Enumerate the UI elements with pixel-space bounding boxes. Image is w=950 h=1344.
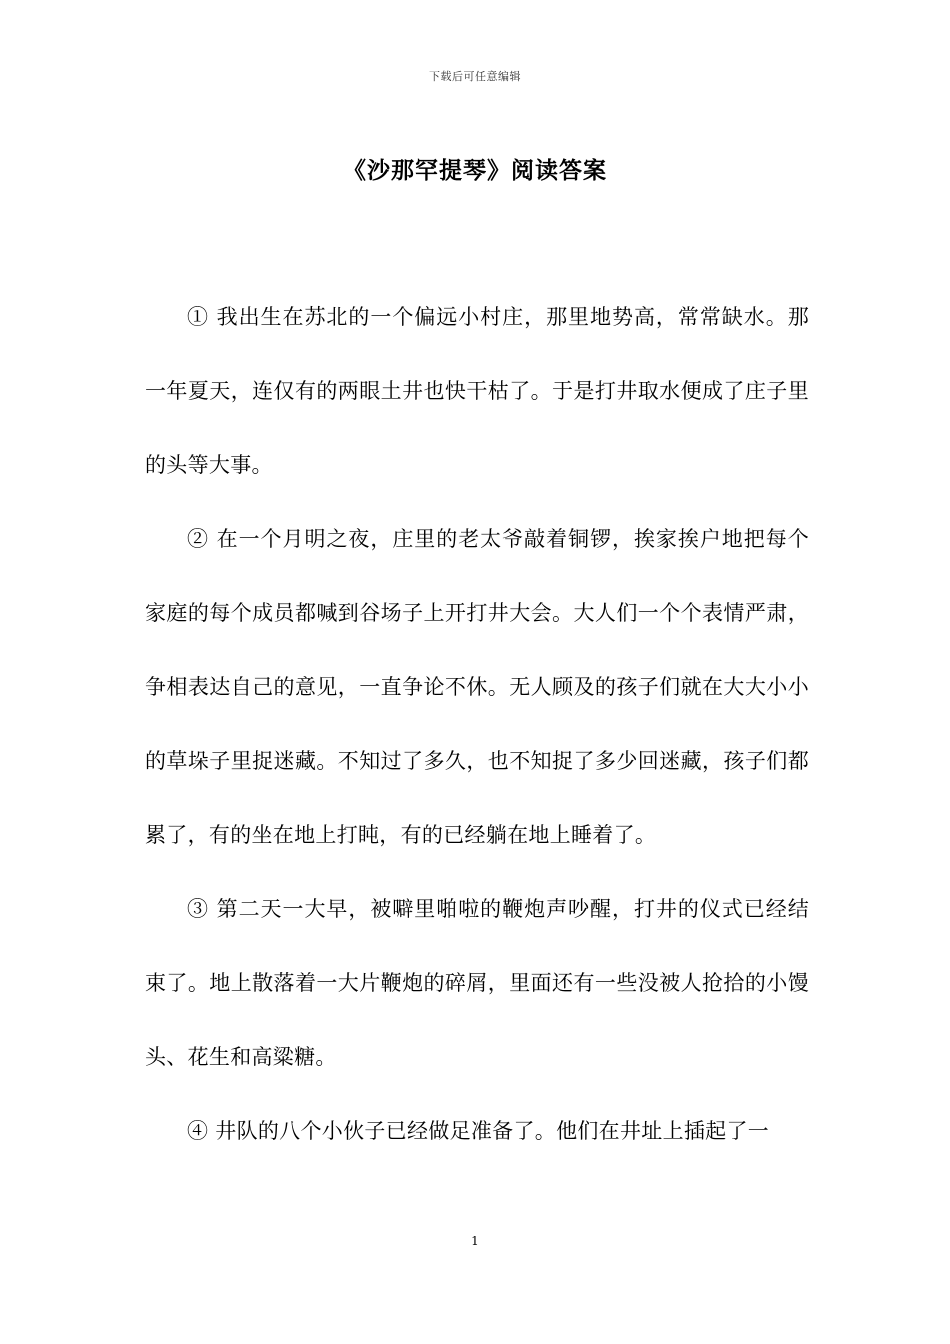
document-title: 《沙那罕提琴》阅读答案	[343, 157, 607, 184]
paragraph-2: ② 在一个月明之夜，庄里的老太爷敲着铜锣，挨家挨户地把每个家庭的每个成员都喊到谷场子上开打井大会。大人们一个个表情严肃，争相表达自己的意见，一直争论不休。无人顾及的孩子们就在大大小小的草垛子里捉迷藏。不知过了多久，也不知捉了多少回迷藏，孩子们都累了，有的坐在地上打盹，有的已经躺在地上睡着了。	[145, 527, 809, 847]
paragraph-3: ③ 第二天一大早，被噼里啪啦的鞭炮声吵醒，打井的仪式已经结束了。地上散落着一大片鞭炮的碎屑，里面还有一些没被人抢拾的小馒头、花生和高粱糖。	[145, 897, 809, 1069]
paragraph-1: ① 我出生在苏北的一个偏远小村庄，那里地势高，常常缺水。那一年夏天，连仅有的两眼土井也快干枯了。于是打井取水便成了庄子里的头等大事。	[145, 305, 809, 477]
paragraph-4: ④ 井队的八个小伙子已经做足准备了。他们在井址上插起了一	[187, 1119, 770, 1143]
page-header: 下载后可任意编辑	[429, 70, 521, 83]
page-number: 1	[471, 1234, 479, 1248]
document-body	[145, 280, 809, 1168]
